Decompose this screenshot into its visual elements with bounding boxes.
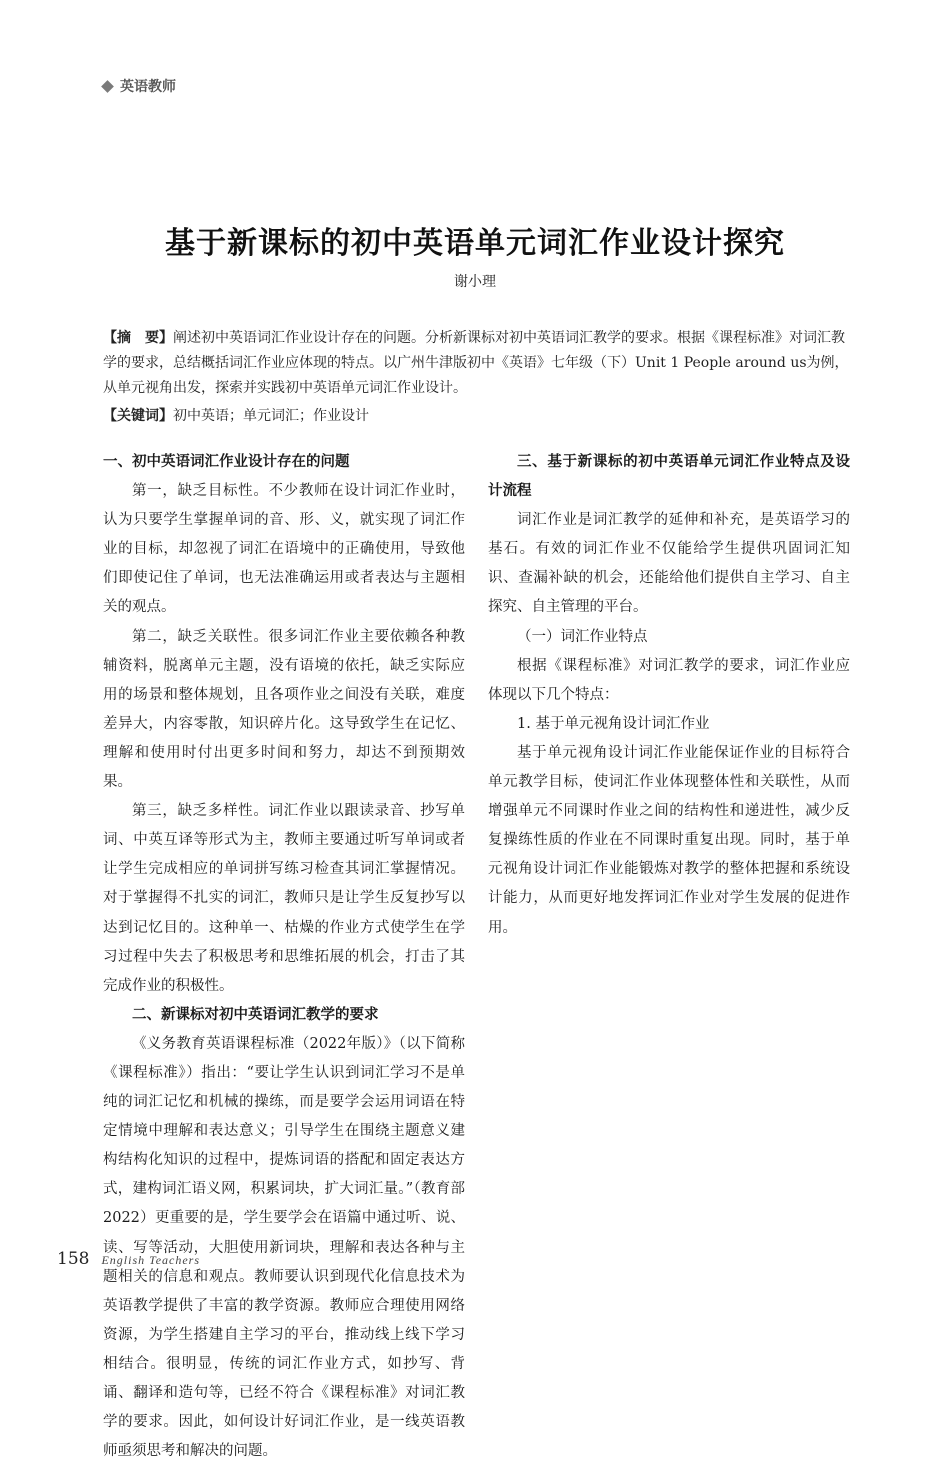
article-title: 基于新课标的初中英语单元词汇作业设计探究: [165, 226, 785, 261]
paragraph: 第二，缺乏关联性。很多词汇作业主要依赖各种教辅资料，脱离单元主题，没有语境的依托，缺乏实际应用的场景和整体规划，且各项作业之间没有关联，难度差异大，内容零散，知识碎片化。这导致学生在记忆、理解和使用时付出更多时间和努力，却达不到预期效果。: [103, 628, 465, 791]
keywords: [103, 404, 850, 429]
abstract-label: 【摘 要】: [103, 330, 173, 346]
section-heading-2: 二、新课标对初中英语词汇教学的要求: [132, 1006, 379, 1023]
keywords-text: 初中英语；单元词汇；作业设计: [173, 408, 369, 424]
section-heading-3: 三、基于新课标的初中英语单元词汇作业特点及设计流程: [488, 454, 850, 500]
subsection-heading: （一）词汇作业特点: [517, 628, 648, 645]
page-footer: [57, 1249, 200, 1269]
paragraph: 《义务教育英语课程标准（2022年版）》（以下简称《课程标准》）指出：“要让学生认识到词汇学习不是单纯的词汇记忆和机械的操练，而是要学会运用词语在特定情境中理解和表达意义；引导学生在围绕主题意义建构结构化知识的过程中，提炼词语的搭配和固定表达方式，建构词汇语义网，积累词块，扩大词汇量。”（教育部 2022）更重要的是，学生要学会在语篇中通过听、说、读、写等活动，大胆使用新词块，理解和表达各种与主题相关的信息和观点。教师要认识到现代化信息技术为英语教学提供了丰富的教学资源。教师应合理使用网络资源，为学生搭建自主学习的平台，推动线上线下学习相结合。很明显，传统的词汇作业方式，如抄写、背诵、翻译和造句等，已经不符合《课程标准》对词汇教学的要求。因此，如何设计好词汇作业，是一线英语教师亟须思考和解决的问题。: [103, 1035, 465, 1460]
paragraph: 第三，缺乏多样性。词汇作业以跟读录音、抄写单词、中英互译等形式为主，教师主要通过听写单词或者让学生完成相应的单词拼写练习检查其词汇掌握情况。对于掌握得不扎实的词汇，教师只是让学生反复抄写以达到记忆目的。这种单一、枯燥的作业方式使学生在学习过程中失去了积极思考和思维拓展的机会，打击了其完成作业的积极性。: [103, 803, 465, 994]
subsection-heading: 1. 基于单元视角设计词汇作业: [517, 715, 710, 732]
paragraph: 基于单元视角设计词汇作业能保证作业的目标符合单元教学目标，使词汇作业体现整体性和关联性，从而增强单元不同课时作业之间的结构性和递进性，减少反复操练性质的作业在不同课时重复出现。同时，基于单元视角设计词汇作业能锻炼对教学的整体把握和系统设计能力，从而更好地发挥词汇作业对学生发展的促进作用。: [488, 744, 850, 936]
running-header: [103, 76, 176, 96]
keywords-label: 【关键词】: [103, 408, 173, 424]
abstract: [103, 326, 850, 401]
journal-name: English Teachers: [101, 1253, 201, 1267]
paragraph: 第一，缺乏目标性。不少教师在设计词汇作业时，认为只要学生掌握单词的音、形、义，就实现了词汇作业的目标，却忽视了词汇在语境中的正确使用，导致他们即使记住了单词，也无法准确运用或者表达与主题相关的观点。: [103, 483, 465, 616]
section-heading-1: 一、初中英语词汇作业设计存在的问题: [103, 454, 350, 470]
page-number: 158: [57, 1249, 90, 1269]
paragraph: 词汇作业是词汇教学的延伸和补充，是英语学习的基石。有效的词汇作业不仅能给学生提供巩固词汇知识、查漏补缺的机会，还能给他们提供自主学习、自主探究、自主管理的平台。: [488, 512, 850, 616]
body-column-left: [103, 448, 465, 1466]
section-name: 英语教师: [120, 79, 176, 95]
diamond-icon: [101, 80, 114, 93]
abstract-text: 阐述初中英语词汇作业设计存在的问题。分析新课标对初中英语词汇教学的要求。根据《课程标准》对词汇教学的要求，总结概括词汇作业应体现的特点。以广州牛津版初中《英语》七年级（下）Unit 1 People around us为例，从单元视角出发，探索并实践初中英语单元词汇作业设计。: [103, 330, 849, 396]
body-column-right: [488, 448, 850, 943]
paragraph: 根据《课程标准》对词汇教学的要求，词汇作业应体现以下几个特点：: [488, 657, 850, 703]
article-author: 谢小理: [454, 274, 496, 290]
abstract-block: [103, 326, 850, 429]
